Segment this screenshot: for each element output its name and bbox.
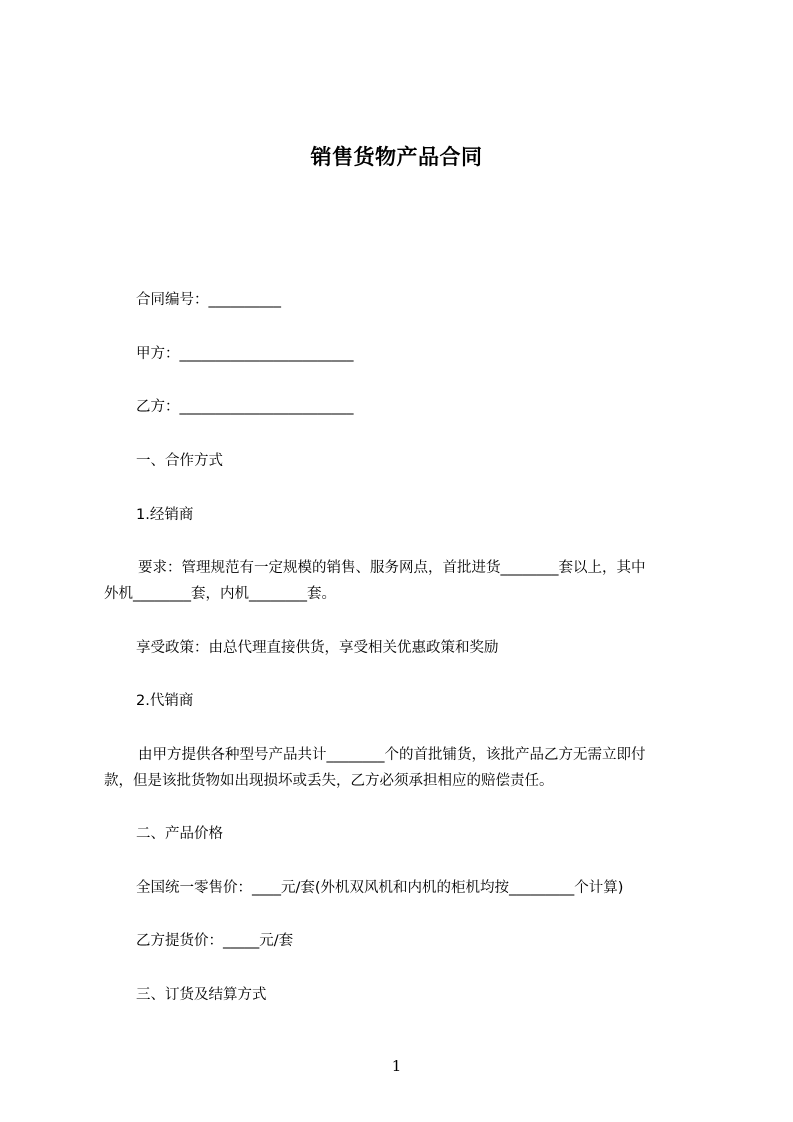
section-heading-ordering: 三、订货及结算方式 [136, 987, 267, 1003]
contract-number-line: 合同编号：__________ [136, 292, 281, 308]
party-b-line: 乙方：________________________ [136, 399, 354, 415]
consignment-text-line2: 款，但是该批货物如出现损坏或丢失，乙方必须承担相应的赔偿责任。 [104, 773, 554, 789]
pickup-price-line: 乙方提货价：_____元/套 [136, 933, 294, 949]
item-heading-consignment: 2.代销商 [136, 693, 194, 709]
section-heading-cooperation: 一、合作方式 [136, 453, 223, 469]
consignment-text-line1: 由甲方提供各种型号产品共计________个的首批铺货，该批产品乙方无需立即付 [138, 747, 646, 763]
document-title: 销售货物产品合同 [310, 145, 483, 169]
page-number: 1 [391, 1057, 402, 1075]
distributor-policy: 享受政策：由总代理直接供货，享受相关优惠政策和奖励 [136, 640, 499, 656]
item-heading-distributor: 1.经销商 [136, 507, 194, 523]
distributor-requirements-line1: 要求：管理规范有一定规模的销售、服务网点，首批进货________套以上，其中 [138, 560, 646, 576]
section-heading-price: 二、产品价格 [136, 826, 223, 842]
retail-price-line: 全国统一零售价：____元/套(外机双风机和内机的柜机均按_________个计算) [136, 880, 624, 896]
distributor-requirements-line2: 外机________套，内机________套。 [104, 586, 336, 602]
party-a-line: 甲方：________________________ [136, 346, 354, 362]
